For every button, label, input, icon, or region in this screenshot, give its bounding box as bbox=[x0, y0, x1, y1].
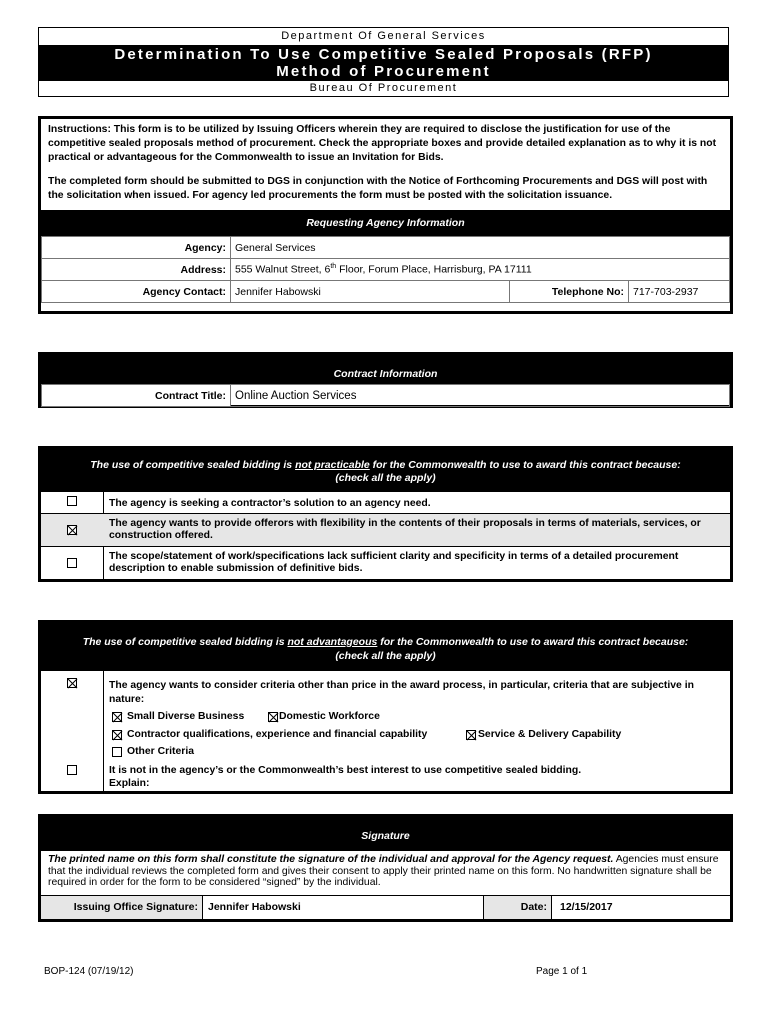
signature-note-bold: The printed name on this form shall constitute the signature of the individual and approval for the Agency request. bbox=[48, 854, 614, 865]
not-practicable-heading-post: for the Commonwealth to use to award this contract because: bbox=[369, 459, 681, 471]
not-practicable-row-1 bbox=[41, 492, 730, 513]
other-criteria-checkbox[interactable] bbox=[112, 747, 122, 757]
form-header bbox=[38, 27, 729, 97]
domestic-workforce-label: Domestic Workforce bbox=[279, 711, 380, 722]
not-practicable-item-1: The agency is seeking a contractor’s solution to an agency need. bbox=[109, 498, 431, 509]
not-practicable-heading-sub: (check all the apply) bbox=[335, 472, 436, 484]
explain-label: Explain: bbox=[109, 778, 150, 789]
not-practicable-item-2: The agency wants to provide offerors with flexibility in the contents of their proposals in terms of materials, services, or construction offered. bbox=[109, 518, 701, 541]
not-advantageous-heading-sub: (check all the apply) bbox=[335, 650, 436, 662]
not-advantageous-heading bbox=[41, 623, 730, 670]
not-practicable-checkbox-3[interactable] bbox=[67, 558, 77, 568]
form-title-line2: Method of Procurement bbox=[276, 63, 491, 80]
small-diverse-label: Small Diverse Business bbox=[127, 711, 245, 722]
agency-label: Agency: bbox=[42, 237, 231, 259]
address-superscript: th bbox=[330, 263, 337, 271]
not-advantageous-heading-pre: The use of competitive sealed bidding is bbox=[82, 636, 288, 648]
not-practicable-checkbox-2[interactable] bbox=[67, 525, 77, 535]
other-criteria-label: Other Criteria bbox=[127, 746, 194, 757]
not-advantageous-emphasis: not advantageous bbox=[287, 636, 378, 648]
not-advantageous-heading-post: for the Commonwealth to use to award this contract because: bbox=[377, 636, 689, 648]
address-field[interactable] bbox=[231, 259, 730, 281]
row-divider bbox=[41, 670, 730, 671]
not-practicable-heading-pre: The use of competitive sealed bidding is bbox=[90, 459, 296, 471]
instructions-paragraph-2: The completed form should be submitted to DGS in conjunction with the Notice of Forthcoming Procurements and DGS will post with the solicitation when issued. For agency led procurements the form must be posted with the solicitation issuance. bbox=[48, 176, 708, 201]
not-advantageous-checkbox-1[interactable] bbox=[67, 678, 77, 688]
checkbox-column-divider bbox=[103, 670, 104, 791]
not-advantageous-item-1: The agency wants to consider criteria other than price in the award process, in particular, criteria that are subjective in nature: bbox=[109, 680, 694, 705]
address-label: Address: bbox=[42, 259, 231, 281]
agency-contact-field[interactable]: Jennifer Habowski bbox=[231, 281, 510, 303]
not-practicable-item-3: The scope/statement of work/specifications lack sufficient clarity and specificity in terms of a detailed procurement description to enable submission of definitive bids. bbox=[109, 551, 679, 574]
form-title bbox=[39, 45, 728, 81]
not-practicable-section bbox=[38, 446, 733, 582]
not-practicable-row-2 bbox=[41, 514, 730, 546]
agency-info-table bbox=[41, 236, 730, 303]
small-diverse-checkbox[interactable] bbox=[112, 712, 122, 722]
bureau-name: Bureau Of Procurement bbox=[309, 82, 458, 94]
signature-heading: Signature bbox=[41, 817, 730, 851]
not-advantageous-checkbox-2[interactable] bbox=[67, 765, 77, 775]
instructions-paragraph-1: Instructions: This form is to be utilized by Issuing Officers wherein they are required to disclose the justification for use of the competitive sealed proposals method of procurement. Check the appropriate boxes and provide detailed explanation as to why it is not practical or advantageous for the Commonwealth to issue an Invitation for Bids. bbox=[48, 124, 717, 163]
not-practicable-emphasis: not practicable bbox=[295, 459, 370, 471]
department-name: Department Of General Services bbox=[281, 30, 486, 42]
contract-title-field[interactable]: Online Auction Services bbox=[231, 385, 730, 407]
agency-contact-label: Agency Contact: bbox=[42, 281, 231, 303]
date-field[interactable]: 12/15/2017 bbox=[560, 901, 613, 913]
address-part-1: 555 Walnut Street, 6 bbox=[235, 263, 331, 276]
agency-field[interactable]: General Services bbox=[231, 237, 730, 259]
instructions-text bbox=[41, 119, 730, 205]
instructions-section bbox=[38, 116, 733, 314]
address-part-2: Floor, Forum Place, Harrisburg, PA 17111 bbox=[336, 263, 532, 276]
issuing-office-signature-label: Issuing Office Signature: bbox=[41, 896, 203, 919]
signature-note bbox=[41, 851, 730, 892]
domestic-workforce-checkbox[interactable] bbox=[268, 712, 278, 722]
issuing-office-signature-field[interactable]: Jennifer Habowski bbox=[204, 896, 484, 919]
contract-title-label: Contract Title: bbox=[42, 385, 231, 407]
contract-info-section bbox=[38, 352, 733, 408]
contract-info-heading: Contract Information bbox=[41, 355, 730, 384]
signature-note-rest: Agencies must ensure that the individual reviews the completed form and gives their consent to apply their printed name on this form. No handwritten signature shall be required in order for the form to be considered “signed” by the individual. bbox=[48, 854, 719, 888]
service-delivery-checkbox[interactable] bbox=[466, 730, 476, 740]
agency-info-heading: Requesting Agency Information bbox=[41, 210, 730, 236]
form-id: BOP-124 (07/19/12) bbox=[44, 966, 134, 977]
contract-info-table bbox=[41, 384, 730, 407]
form-title-line1: Determination To Use Competitive Sealed Proposals (RFP) bbox=[114, 46, 653, 63]
contractor-qualifications-checkbox[interactable] bbox=[112, 730, 122, 740]
not-practicable-heading bbox=[41, 449, 730, 491]
page-number: Page 1 of 1 bbox=[536, 966, 588, 977]
signature-section bbox=[38, 814, 733, 922]
date-label: Date: bbox=[484, 896, 552, 919]
not-practicable-checkbox-1[interactable] bbox=[67, 496, 77, 506]
contractor-qualifications-label: Contractor qualifications, experience and financial capability bbox=[127, 729, 428, 740]
not-practicable-row-3 bbox=[41, 547, 730, 579]
service-delivery-label: Service & Delivery Capability bbox=[478, 729, 622, 740]
telephone-field[interactable]: 717-703-2937 bbox=[629, 281, 730, 303]
not-advantageous-item-2: It is not in the agency’s or the Commonwealth’s best interest to use competitive sealed bidding. bbox=[109, 765, 582, 776]
not-advantageous-section bbox=[38, 620, 733, 794]
telephone-label: Telephone No: bbox=[510, 281, 629, 303]
